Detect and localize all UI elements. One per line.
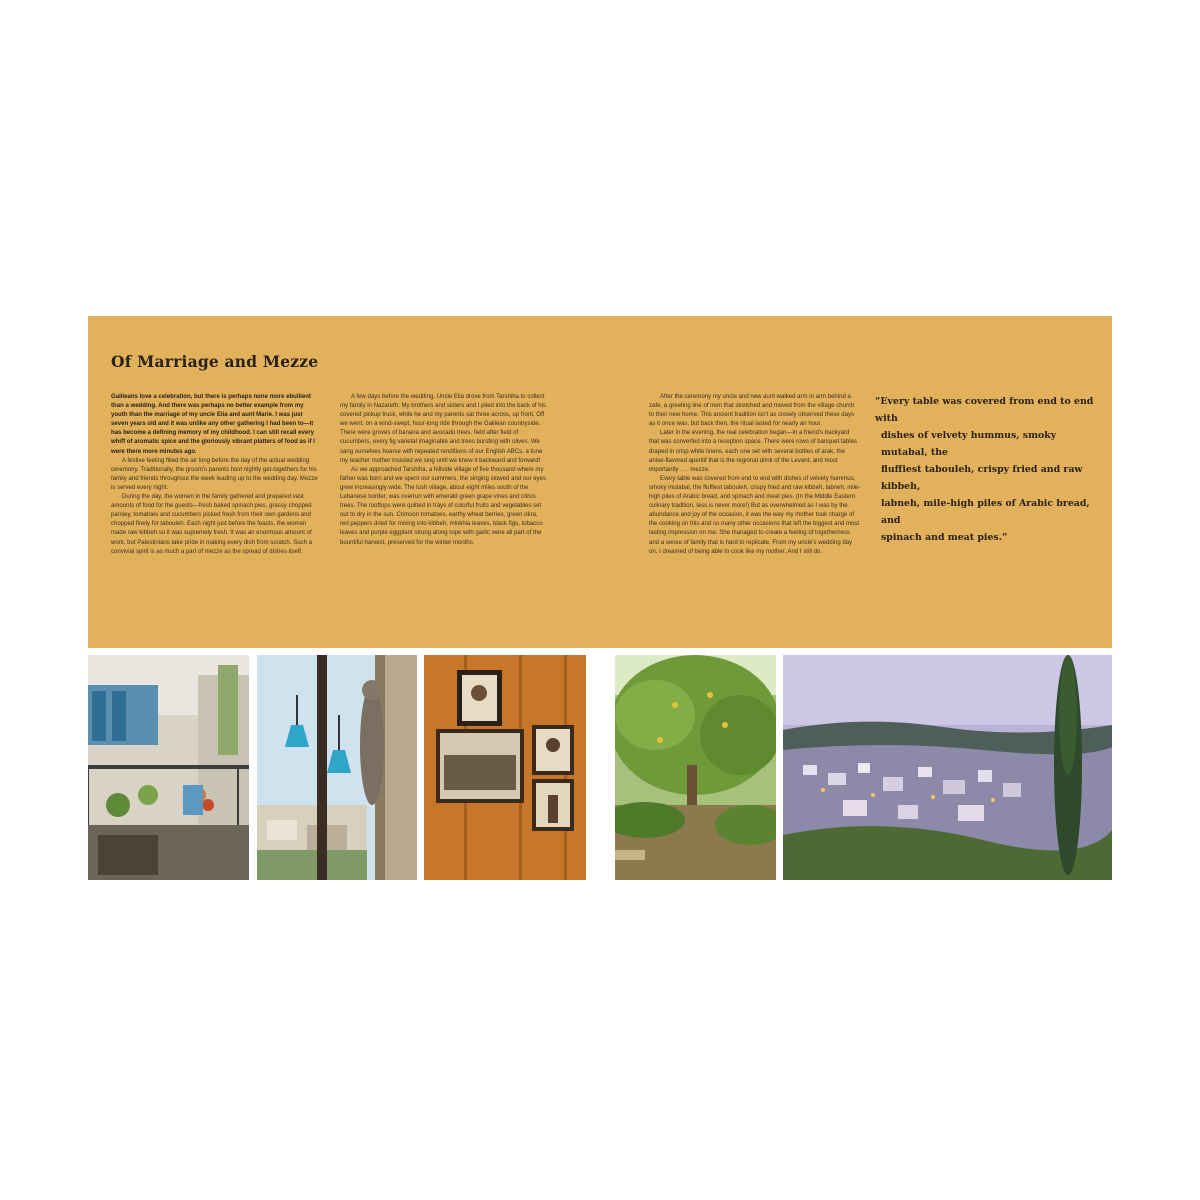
pull-quote-line: dishes of velvety hummus, smoky mutabal, the: [881, 430, 1057, 458]
balcony-photo: [88, 655, 249, 880]
town-landscape-photo: [783, 655, 1112, 880]
body-paragraph: A few days before the wedding, Uncle Elia drove from Tarshiha to collect my family in Nazareth. My brothers and sisters and I piled into the back of his covered pickup truck, while he and my parents sat three across, up front. Off we went, on a wind-swept, hour-long ride through the Galilean countryside. There were groves of banana and avocado trees, field after field of cucumbers, every fig varietal imaginable and trees bursting with olives. We sang ourselves hoarse with repeated renditions of our English ABCs, a tune my teacher mother insisted we sing until we knew it backward and forward!: [340, 394, 547, 464]
book-spread: [88, 316, 1112, 880]
pull-quote-line: spinach and meat pies.”: [881, 532, 1008, 543]
bells-photo: [257, 655, 417, 880]
body-paragraph: After the ceremony my uncle and new aunt walked arm in arm behind a zafe, a greeting line of men that stretched and moved from the village church to their new home. This ancient tradition isn't as closely observed these days as it once was, but back then, the ritual lasted for nearly an hour.: [649, 394, 855, 428]
pull-quote-line: “Every table was covered from end to end with: [875, 396, 1094, 424]
text-column-2: [340, 393, 548, 548]
page-title: Of Marriage and Mezze: [111, 352, 319, 371]
intro-paragraph: Galileans love a celebration, but there is perhaps none more ebullient than a wedding. And there was perhaps no better example from my youth than the marriage of my uncle Elia and aunt Marie. I was just seven years old and it was unlike any other gathering I had been to—it has become a defining memory of my childhood. I can still recall every whiff of aromatic spice and the gloriously vibrant platters of food as if I were there more minutes ago.: [111, 394, 315, 455]
pull-quote-line: labneh, mile-high piles of Arabic bread, and: [881, 498, 1090, 526]
pull-quote: [875, 393, 1101, 546]
body-paragraph: As we approached Tarshiha, a hillside village of five thousand where my father was born and we spent our summers, the singing slowed and our eyes grew increasingly wide. The lush village, about eight miles south of the Lebanese border, was overrun with emerald green grape vines and citrus trees. The rooftops were quilted in trays of colorful fruits and vegetables set out to dry in the sun. Crimson tomatoes, earthy wheat berries, green okra, red peppers dried for mixing into kibbeh, mlokhia leaves, black figs, tobacco leaves and purple eggplant strung along rope with garlic were all part of the bountiful harvest, preserved for the winter months.: [340, 466, 547, 546]
body-paragraph: Every table was covered from end to end with dishes of velvety hummus, smoky mutabal, the fluffiest tabouleh, crispy fried and raw kibbeh, labneh, mile-high piles of Arabic bread, and spinach and meat pies. (In the Middle Eastern culinary tradition, less is never more!) But as overwhelmed as I was by the abundance and joy of the occasion, it was the way my mother took charge of the cooking on this and so many other occasions that left the biggest and most lasting impression on me. She managed to create a feeling of togetherness and a sense of family that is hard to replicate. From my uncle's wedding day on, I dreamed of being able to cook like my mother. And I still do.: [649, 475, 861, 555]
pull-quote-line: fluffiest tabouleh, crispy fried and raw kibbeh,: [881, 464, 1083, 492]
garden-tree-photo: [615, 655, 776, 880]
body-paragraph: During the day, the women in the family gathered and prepared vast amounts of food for the guests—fresh baked spinach pies, grassy chopped parsley, tomatoes and cucumbers picked fresh from their own gardens and chopped finely for tabouleh. Each night just before the feasts, the women made raw kibbeh so it was supremely fresh. It was an enormous amount of work, but Palestinians take pride in making every dish from scratch. Such a convivial spirit is as much a part of mezze as the spread of dishes itself.: [111, 494, 312, 555]
text-band: [88, 316, 1112, 648]
text-column-3: [649, 393, 861, 557]
body-paragraph: A festive feeling filled the air long before the day of the actual wedding ceremony. Traditionally, the groom's parents host nightly get-togethers for his family and friends throughout the week leading up to the wedding day. Mezze is served every night.: [111, 457, 318, 491]
text-column-1: [111, 393, 321, 557]
body-paragraph: Later in the evening, the real celebration began—in a friend's backyard that was converted into a reception space. There were rows of banquet tables draped in crisp white linens, each one set with several bottles of arak, the anise-flavored aperitif that is the regional drink of the Levant, and most importantly . . . mezze.: [649, 430, 857, 473]
framed-photos-photo: [424, 655, 586, 880]
